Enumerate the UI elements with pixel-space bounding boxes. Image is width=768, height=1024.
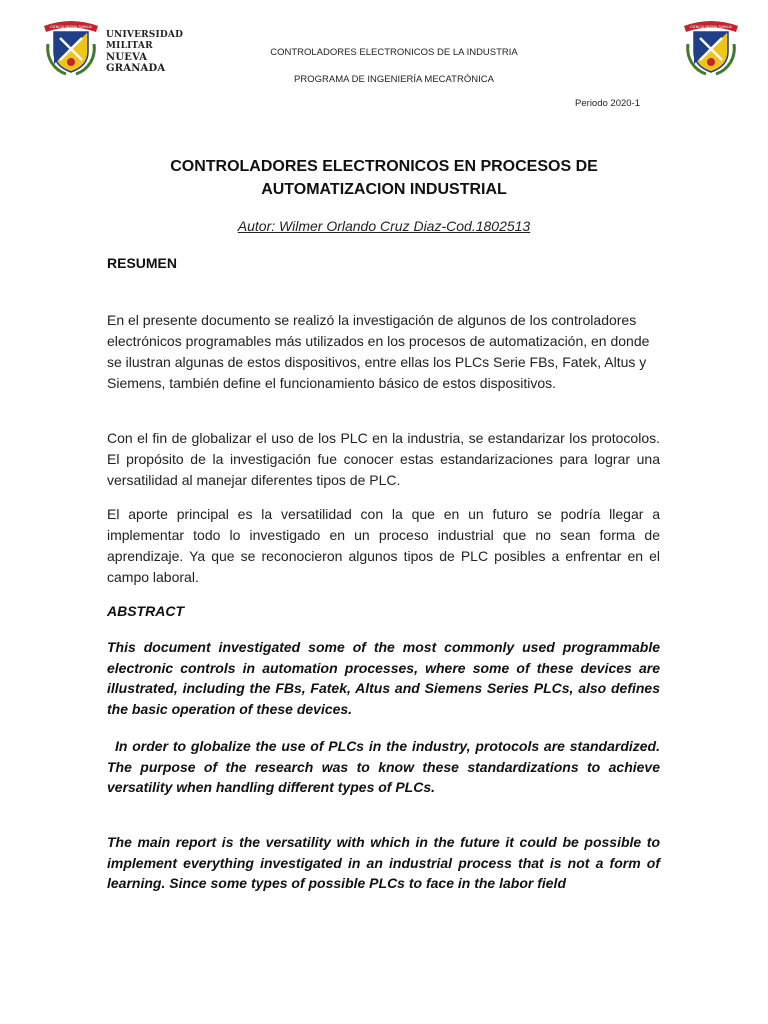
svg-text:CIENCIA PATRIA FAMILIA: CIENCIA PATRIA FAMILIA: [690, 25, 732, 29]
abstract-paragraph-2: In order to globalize the use of PLCs in the industry, protocols are standardized. The purpose of the research was to know these standardizations to achieve versatility when handling different types of PLCs.: [107, 738, 660, 795]
abstract-heading: ABSTRACT: [107, 603, 184, 619]
svg-text:CIENCIA PATRIA FAMILIA: CIENCIA PATRIA FAMILIA: [50, 25, 92, 29]
header-program: PROGRAMA DE INGENIERÍA MECATRÓNICA: [294, 74, 494, 85]
title-line1: CONTROLADORES ELECTRONICOS EN PROCESOS DE: [170, 158, 598, 175]
author-line: Autor: Wilmer Orlando Cruz Diaz-Cod.1802513: [237, 218, 531, 234]
header-period: Periodo 2020-1: [575, 98, 640, 109]
resumen-paragraph-2: Con el fin de globalizar el uso de los PLC en la industria, se estandarizar los protocolos. El propósito de la investigación fue conocer estas estandarizaciones para lograr una versatilidad al manejar diferentes tipos de PLC.: [107, 430, 660, 488]
resumen-paragraph-1: En el presente documento se realizó la investigación de algunos de los controladores electrónicos programables más utilizados en los procesos de automatización, en donde se ilustran algunas de estos dispositivos, entre ellas los PLCs Serie FBs, Fatek, Altus y Siemens, también define el funcionamiento básico de estos dispositivos.: [107, 312, 650, 391]
university-shield-icon: [680, 14, 742, 78]
abstract-paragraph-3: The main report is the versatility with which in the future it could be possible to implement everything investigated in an industrial process that is not a form of learning. Since some types of possible PLCs to face in the labor field: [107, 834, 660, 891]
header-course: CONTROLADORES ELECTRONICOS DE LA INDUSTRIA: [270, 47, 518, 58]
university-name-line1: UNIVERSIDAD MILITAR: [106, 30, 184, 51]
document-title: [0, 155, 768, 201]
university-name-line2: NUEVA GRANADA: [106, 52, 166, 74]
resumen-heading: RESUMEN: [107, 255, 178, 271]
resumen-paragraph-3: El aporte principal es la versatilidad con la que en un futuro se podría llegar a implementar todo lo investigado en un proceso industrial que no sean forma de aprendizaje. Ya que se reconocieron algunos tipos de PLC posibles a enfrentar en el campo laboral.: [107, 506, 660, 585]
title-line2: AUTOMATIZACION INDUSTRIAL: [261, 181, 507, 198]
university-shield-icon: [40, 14, 102, 78]
abstract-paragraph-1: This document investigated some of the most commonly used programmable electronic controls in automation processes, where some of these devices are illustrated, including the FBs, Fatek, Altus and Siemens Series PLCs, also defines the basic operation of these devices.: [107, 639, 660, 717]
